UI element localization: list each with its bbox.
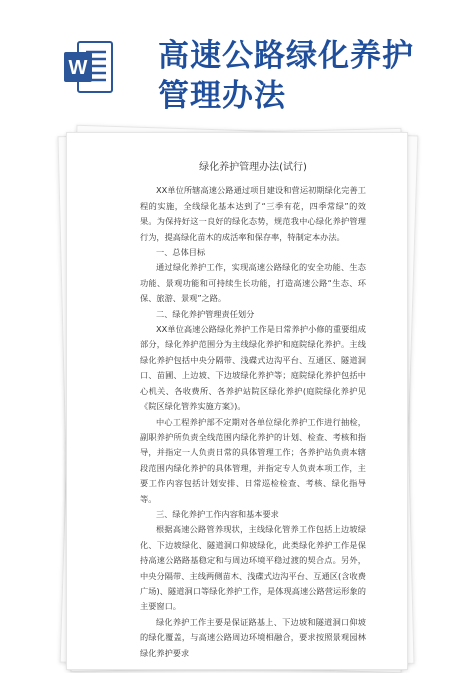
header — [0, 0, 474, 118]
word-icon-letter: W — [68, 57, 88, 79]
section-heading: 一、总体目标 — [156, 247, 206, 258]
body-paragraph: XX单位所辖高速公路通过项目建设和营运初期绿化完善工程的实施，全线绿化基本达到了“三季有花，四季常绿”的效果。为保持好这一良好的绿化态势，规范我中心绿化养护管理行为，提高绿化苗木的成活率和保存率，特制定本办法。 — [140, 185, 366, 242]
document-paragraphs — [140, 183, 366, 661]
document-title: 绿化养护管理办法(试行) — [199, 162, 307, 173]
body-paragraph: 中心工程养护部不定期对各单位绿化养护工作进行抽检，副职养护所负责全线范围内绿化养护的计划、检查、考核和指导，并指定一人负责日常的具体管理工作；各养护站负责本辖段范围内绿化养护的具体管理，并指定专人负责本项工作，主要工作内容包括计划安排、日常巡检检查、考核、绿化指导等。 — [140, 416, 366, 504]
body-paragraph: XX单位高速公路绿化养护工作是日常养护小修的重要组成部分，绿化养护范围分为主线绿化养护和庭院绿化养护。主线绿化养护包括中央分隔带、浅碟式边沟平台、互通区、隧道洞口、苗圃、上边坡、下边坡绿化养护等；庭院绿化养护包括中心机关、各收费所、各养护站院区绿化养护(庭院绿化养护见《院区绿化管养实施方案》)。 — [140, 324, 366, 412]
document-body — [140, 160, 366, 661]
page-title-line-1: 高速公路绿化养护 — [158, 38, 414, 74]
body-paragraph: 绿化养护工作主要是保证路基上、下边坡和隧道洞口仰坡的绿化覆盖，与高速公路周边环境相融合，要求按照景观园林绿化养护要求 — [140, 616, 366, 658]
body-paragraph: 通过绿化养护工作，实现高速公路绿化的安全功能、生态功能、景观功能和可持续生长功能，打造高速公路“生态、环保、旅游、景观”之路。 — [140, 262, 366, 304]
word-document-icon — [62, 38, 114, 96]
body-paragraph: 根据高速公路管养现状，主线绿化管养工作包括上边坡绿化、下边坡绿化、隧道洞口仰坡绿化，此类绿化养护工作是保持高速公路路基稳定和与周边环境平稳过渡的契合点。另外，中央分隔带、主线两侧苗木、浅碟式边沟平台、互通区(含收费广场)、隧道洞口等绿化养护工作，是体现高速公路营运形象的主要窗口。 — [140, 524, 366, 612]
section-heading: 三、绿化养护工作内容和基本要求 — [156, 508, 279, 519]
section-heading: 二、绿化养护管理责任划分 — [156, 308, 255, 319]
page-title-line-2: 管理办法 — [158, 78, 286, 114]
